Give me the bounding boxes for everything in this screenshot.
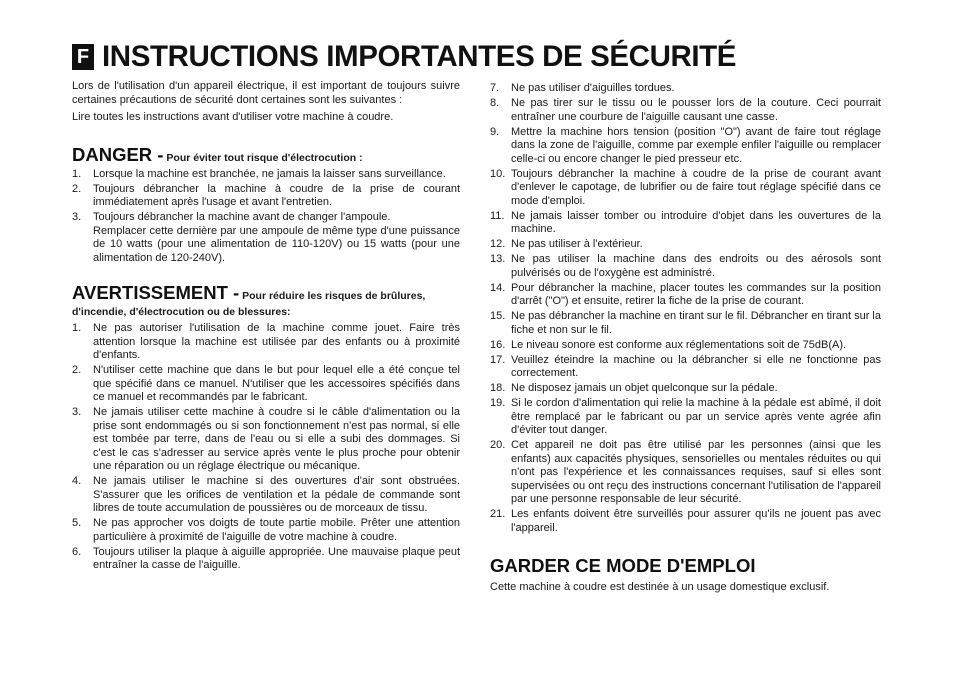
bulb-replacement-note: Remplacer cette dernière par une ampoule de même type d'une puissance de 10 watts (pour une alimentation de 110-120V) ou 15 watts (pour une alimentation de 120-240V). — [93, 224, 460, 264]
list-item: 21. Les enfants doivent être surveillés pour assurer qu'ils ne jouent pas avec l'appareil. — [490, 508, 881, 534]
danger-title: DANGER - — [72, 143, 164, 165]
list-item: 18. Ne disposez jamais un objet quelconque sur la pédale. — [490, 382, 778, 394]
right-column — [490, 80, 881, 595]
page-title: INSTRUCTIONS IMPORTANTES DE SÉCURITÉ — [102, 40, 737, 73]
avertissement-title: AVERTISSEMENT - — [72, 282, 240, 303]
garder-heading: GARDER CE MODE D'EMPLOI — [490, 555, 756, 576]
left-column — [72, 80, 460, 574]
list-item: 5. Ne pas approcher vos doigts de toute partie mobile. Prêter une attention particulière à proximité de l'aiguille de votre machine à coudre. — [72, 517, 460, 543]
list-item: 10. Toujours débrancher la machine à coudre de la prise de courant avant d'enlever le capotage, de lubrifier ou de faire tout réglage spécifié dans ce mode d'emploi. — [490, 167, 881, 207]
avertissement-heading — [72, 282, 460, 320]
list-item: 11. Ne jamais laisser tomber ou introduire d'objet dans les ouvertures de la machine. — [490, 209, 881, 235]
language-badge: F — [72, 44, 94, 70]
list-item: 13. Ne pas utiliser la machine dans des endroits ou des aérosols sont pulvérisés ou de l'oxygène est administré. — [490, 253, 881, 279]
list-item: 6. Toujours utiliser la plaque à aiguille appropriée. Une mauvaise plaque peut entraîner la casse de l'aiguille. — [72, 545, 460, 571]
list-item: 19. Si le cordon d'alimentation qui relie la machine à la pédale est abîmé, il doit être remplacé par le fabricant ou par un service après vente agrée afin d'éviter tout danger. — [490, 397, 881, 436]
list-item: 12. Ne pas utiliser à l'extérieur. — [490, 238, 643, 250]
avertissement-subtitle: Pour réduire les risques de brûlures, d'incendie, d'électrocution ou de blessures: — [72, 290, 426, 318]
intro-read-instructions: Lire toutes les instructions avant d'utiliser votre machine à coudre. — [72, 111, 394, 123]
danger-list — [72, 168, 460, 266]
list-item: 7. Ne pas utiliser d'aiguilles tordues. — [490, 82, 675, 94]
list-item: 16. Le niveau sonore est conforme aux réglementations soit de 75dB(A). — [490, 338, 847, 351]
intro-paragraph: Lors de l'utilisation d'un appareil électrique, il est important de toujours suivre certaines précautions de sécurité dont certaines sont les suivantes : — [72, 80, 460, 106]
danger-subtitle: Pour éviter tout risque d'électrocution : — [163, 151, 363, 164]
list-item: 17. Veuillez éteindre la machine ou la débrancher si elle ne fonctionne pas correctement. — [490, 353, 881, 379]
list-item: 1. Ne pas autoriser l'utilisation de la machine comme jouet. Faire très attention lorsque la machine est utilisée par des enfants ou à proximité d'enfants. — [72, 322, 460, 361]
avertissement-list-part1 — [72, 322, 460, 573]
danger-heading — [72, 143, 460, 166]
list-item: 20. Cet appareil ne doit pas être utilisé par les personnes (ainsi que les enfants) aux capacités physiques, sensorielles ou mentales réduites ou qui n'ont pas l'expérience et les connaissances requises, sauf si elles sont supervisées ou ont reçu des instructions concernant l'utilisation de l'appareil par une personne responsable de leur sécurité. — [490, 439, 881, 505]
domestic-use-note: Cette machine à coudre est destinée à un usage domestique exclusif. — [490, 581, 830, 593]
title-row — [72, 40, 736, 74]
list-item: 3. Ne jamais utiliser cette machine à coudre si le câble d'alimentation ou la prise sont endommagés ou si son fonctionnement n'est pas normal, si elle est tombée par terre, dans de l'eau ou si elle a subi des dommages. Si c'est le cas s'adresser au service après vente le plus proche pour obtenir une réparation ou un réglage électrique ou mécanique. — [72, 406, 460, 472]
list-item: 1. Lorsque la machine est branchée, ne jamais la laisser sans surveillance. — [72, 167, 446, 180]
list-item: 2. N'utiliser cette machine que dans le but pour lequel elle a été conçue tel que spécifié dans ce manuel. N'utiliser que les accessoires spécifiés dans ce manuel et recommandés par le fabricant. — [72, 364, 460, 403]
list-item: 9. Mettre la machine hors tension (position "O") avant de faire tout réglage dans la zone de l'aiguille, comme par exemple enfiler l'aiguille ou remplacer celle-ci ou encore changer le pied presseur etc. — [490, 125, 881, 165]
list-item: 4. Ne jamais utiliser le machine si des ouvertures d'air sont obstruées. S'assurer que les orifices de ventilation et la pédale de commande sont libres de toute accumulation de poussières ou de morceaux de tissu. — [72, 475, 460, 514]
list-item: 2. Toujours débrancher la machine à coudre de la prise de courant immédiatement après l'usage et avant l'entretien. — [72, 182, 460, 208]
list-item: 14. Pour débrancher la machine, placer toutes les commandes sur la position d'arrêt ("O") et ensuite, retirer la fiche de la prise de courant. — [490, 281, 881, 307]
list-item: 15. Ne pas débrancher la machine en tirant sur le fil. Débrancher en tirant sur la fiche et non sur le fil. — [490, 310, 881, 336]
list-item: 8. Ne pas tirer sur le tissu ou le pousser lors de la couture. Ceci pourrait entraîner une courbure de l'aiguille causant une casse. — [490, 97, 881, 123]
list-item: 3. Toujours débrancher la machine avant de changer l'ampoule. Remplacer cette dernière par une ampoule de même type d'une puissance de 10 watts (pour une alimentation de 110-120V) ou 15 watts (pour une alimentation de 120-240V). — [72, 211, 460, 264]
avertissement-list-part2 — [490, 82, 881, 535]
